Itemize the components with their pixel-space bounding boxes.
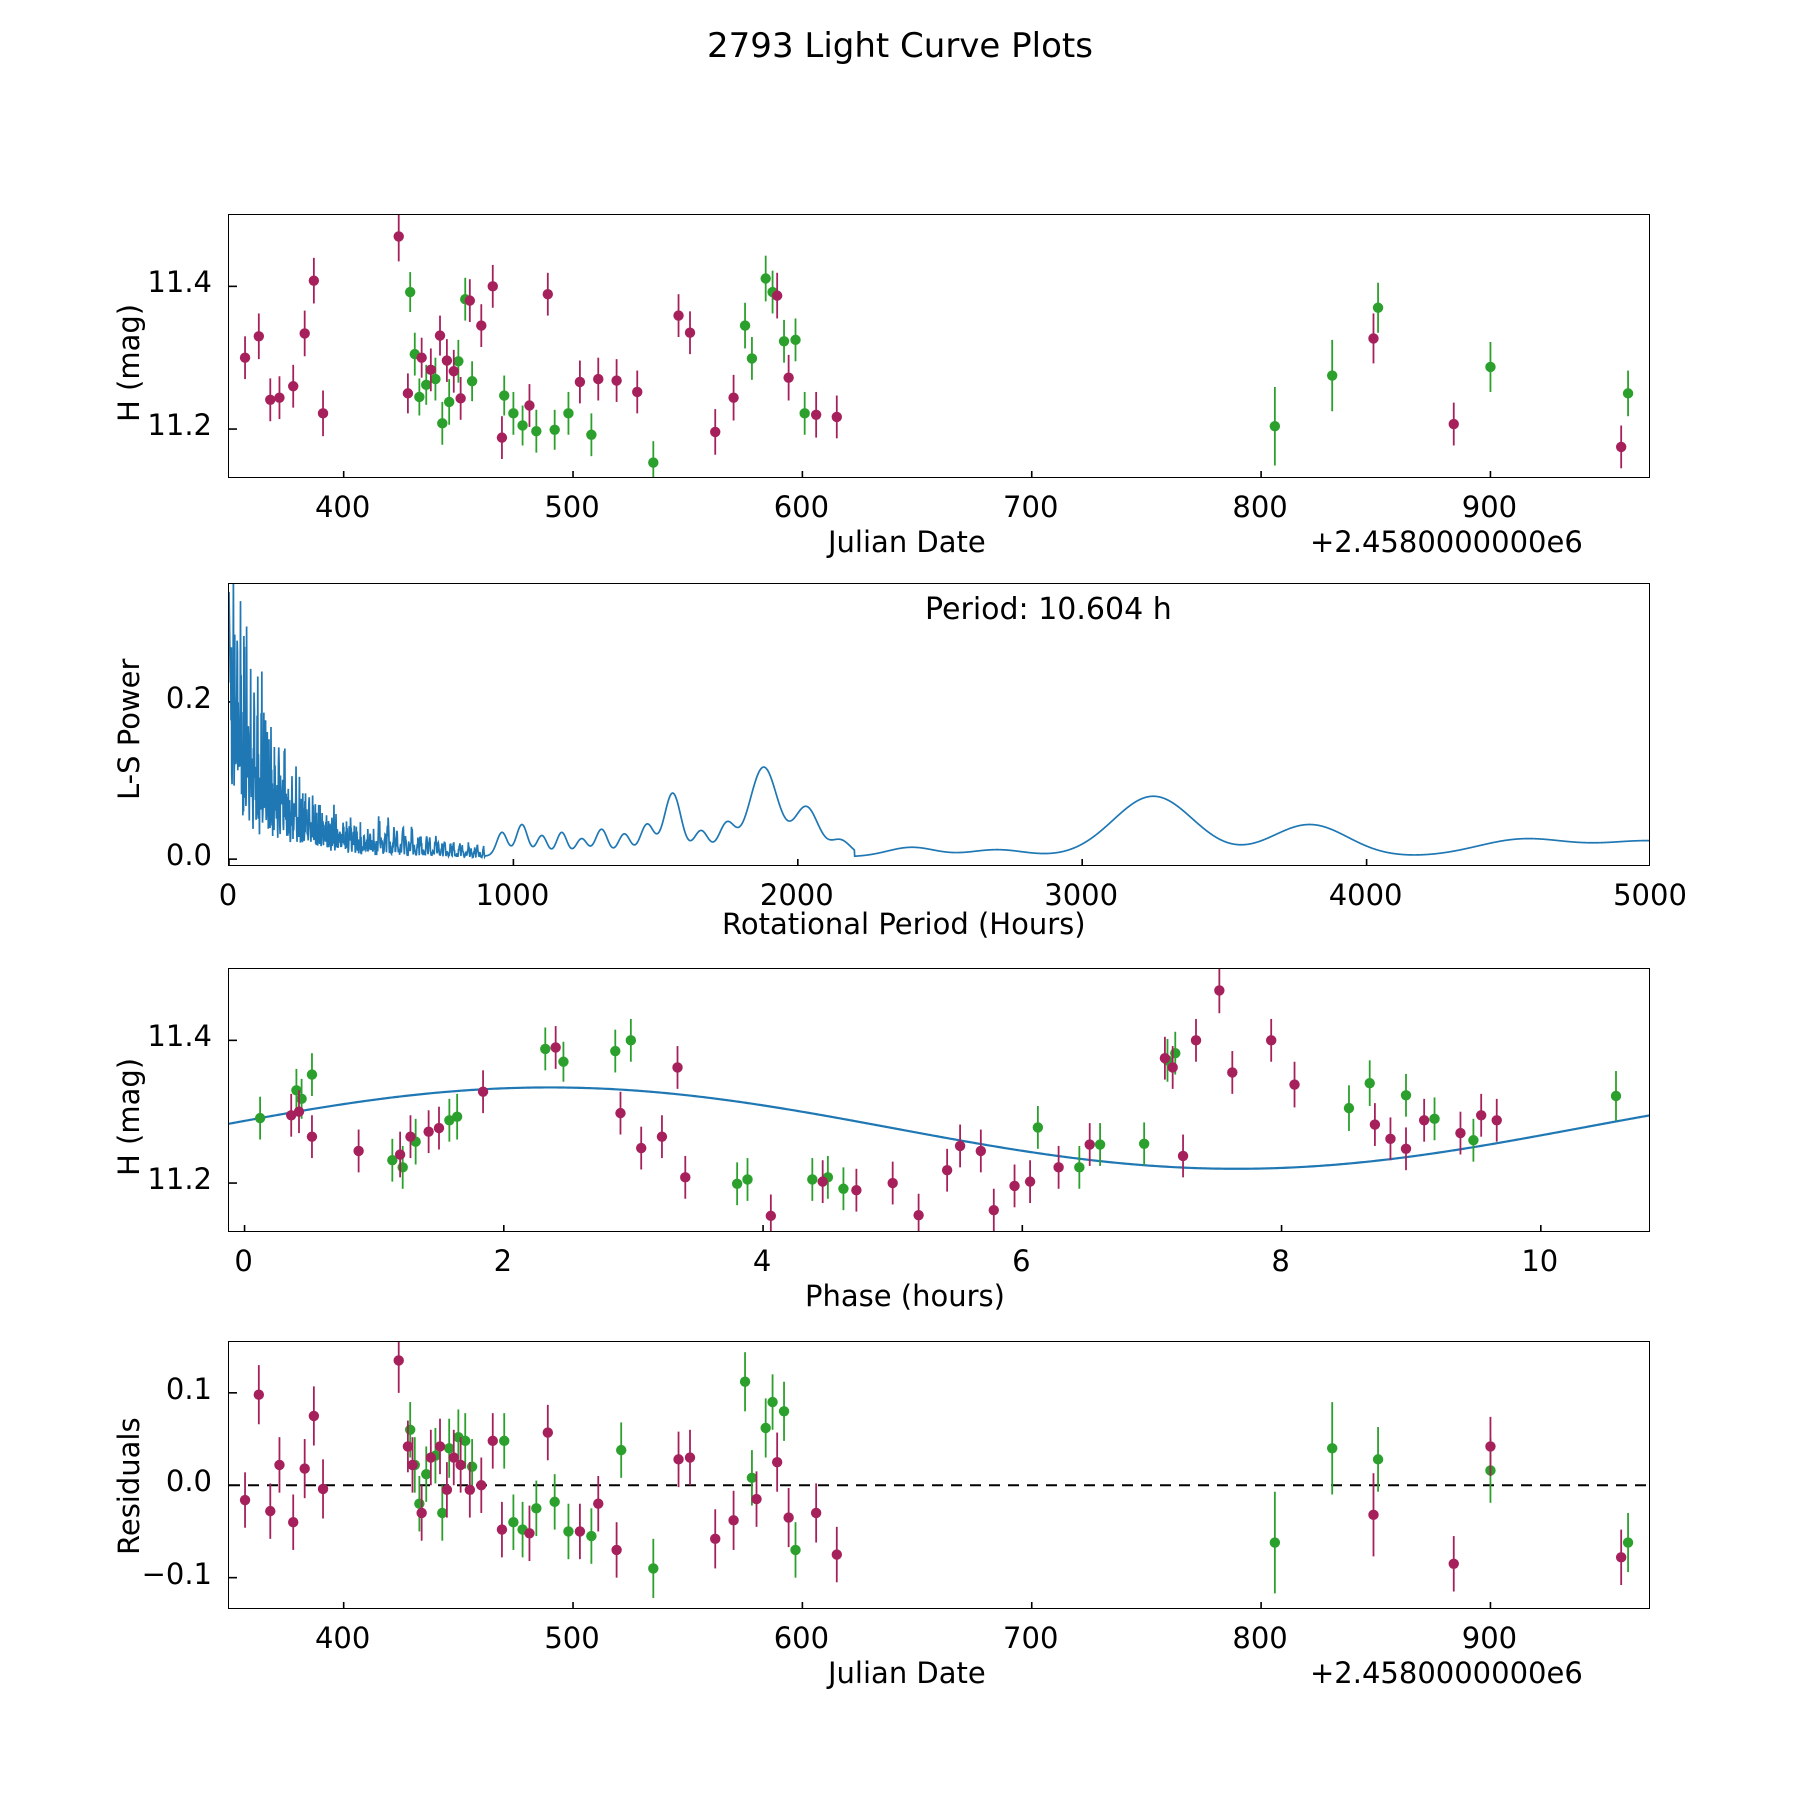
phase-folded-x-axis-label: Phase (hours) [805,1279,1005,1313]
x-tick-label: 600 [773,490,830,524]
x-tick-label: 3000 [1044,878,1119,912]
x-tick-label: 2000 [759,878,834,912]
x-tick-label: 500 [544,1621,600,1655]
x-tick-label: 4000 [1328,878,1403,912]
x-tick-label: 700 [1003,490,1059,524]
y-tick-label: 11.2 [147,408,212,443]
residuals-x-offset-label: +2.4580000000e6 [1310,1656,1583,1690]
data-series-magenta [286,969,1502,1232]
x-tick-label: 800 [1232,490,1288,524]
residuals-y-axis-label: Residuals [112,1417,146,1555]
x-tick-label: 400 [314,490,371,524]
y-tick-label: 11.2 [147,1162,212,1197]
x-tick-label: 6 [1012,1244,1031,1278]
y-tick-label: 0.0 [165,838,212,873]
residuals-axes [228,1341,1650,1609]
data-series-green [405,256,1633,478]
periodogram-x-axis-label: Rotational Period (Hours) [722,907,1086,941]
y-tick-label: 0.1 [165,1371,212,1406]
data-series-magenta [240,215,1627,468]
data-series-green [255,1019,1621,1210]
x-tick-label: 700 [1003,1621,1059,1655]
lightcurve-x-offset-label: +2.4580000000e6 [1310,525,1583,559]
x-tick-label: 800 [1232,1621,1288,1655]
lightcurve-y-axis-label: H (mag) [112,303,146,422]
x-tick-label: 0 [234,1244,253,1278]
y-tick-label: 11.4 [147,265,212,300]
x-tick-label: 4 [752,1244,772,1278]
x-tick-label: 2 [493,1244,513,1278]
y-tick-label: 0.0 [165,1464,212,1499]
x-tick-label: 500 [544,490,600,524]
phase-folded-y-axis-label: H (mag) [112,1057,146,1176]
x-tick-label: 900 [1461,1621,1518,1655]
y-tick-label: 0.2 [165,680,212,715]
y-tick-label: 11.4 [147,1019,212,1054]
data-series-magenta [240,1342,1627,1592]
x-tick-label: 8 [1271,1244,1290,1278]
x-tick-label: 600 [773,1621,830,1655]
y-tick-label: −0.1 [141,1556,212,1591]
residuals-x-axis-label: Julian Date [828,1656,986,1690]
x-tick-label: 400 [314,1621,371,1655]
periodogram-y-axis-label: L-S Power [112,658,146,800]
x-tick-label: 1000 [475,878,550,912]
x-tick-label: 5000 [1613,878,1687,912]
lightcurve-axes [228,214,1650,478]
x-tick-label: 10 [1521,1244,1559,1278]
lightcurve-x-axis-label: Julian Date [828,525,986,559]
x-tick-label: 0 [218,878,238,912]
period-annotation: Period: 10.604 h [925,592,1172,627]
data-series-green [405,1352,1633,1598]
figure-title: 2793 Light Curve Plots [707,26,1093,66]
phase-folded-axes [228,968,1650,1232]
x-tick-label: 900 [1461,490,1518,524]
